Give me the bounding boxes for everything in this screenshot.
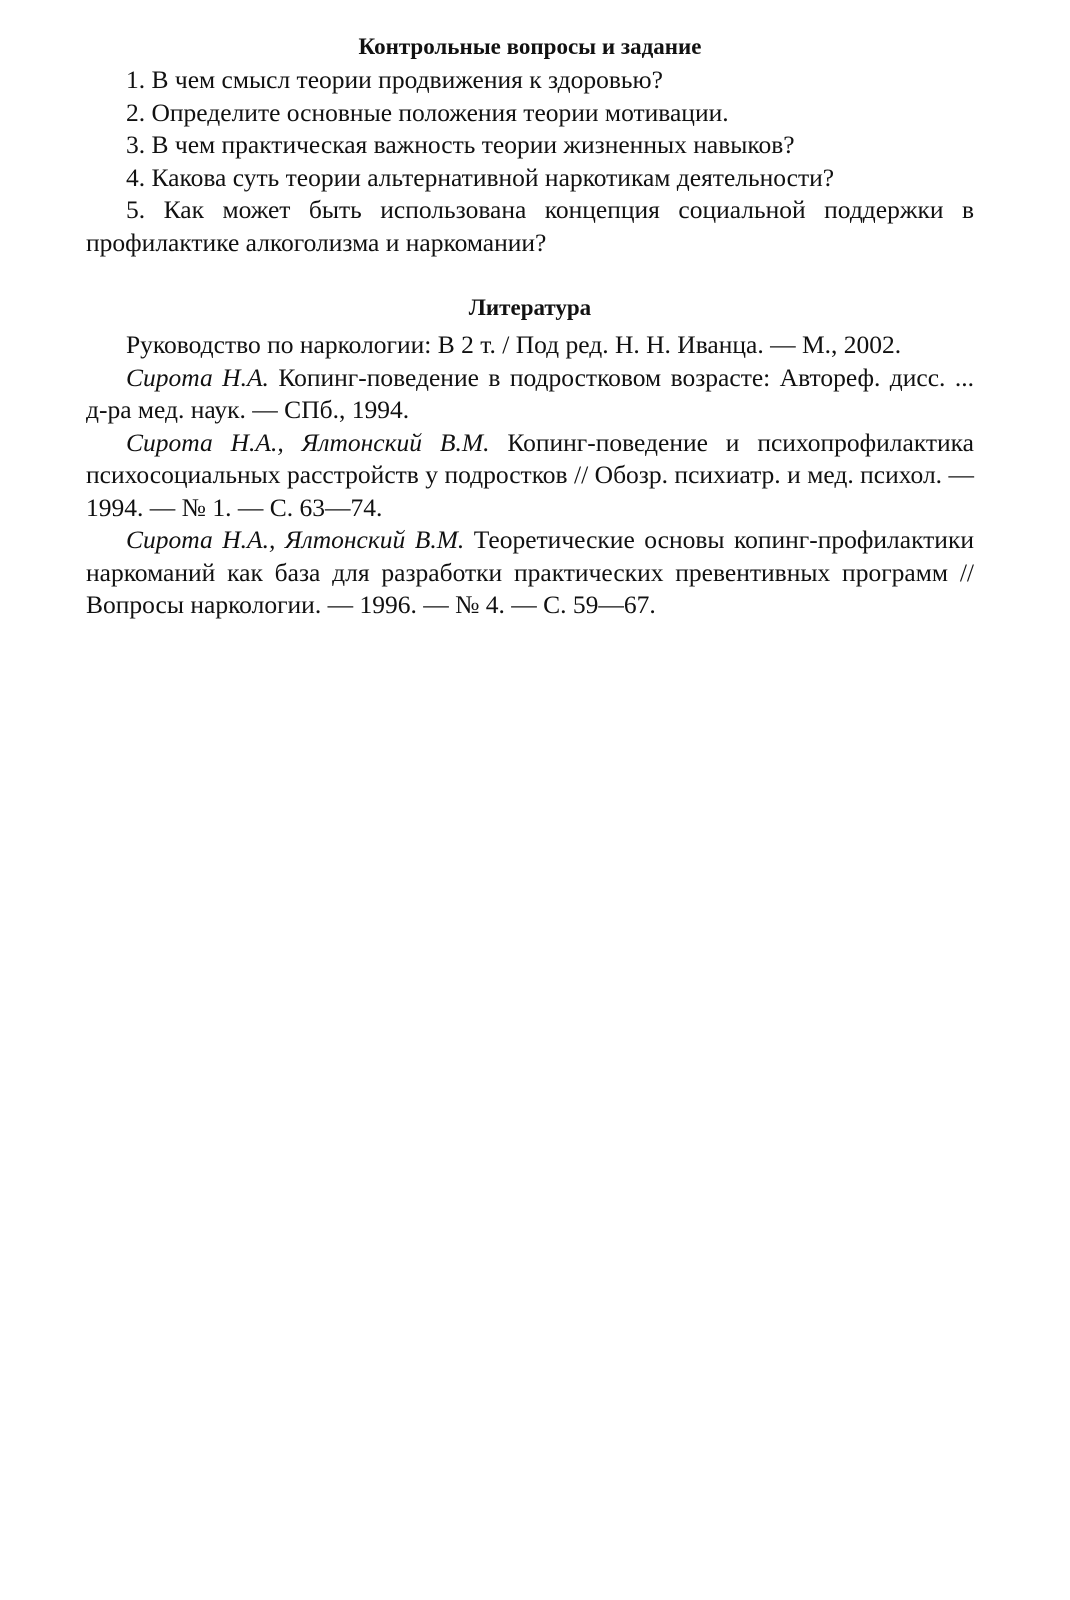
reference-text: Копинг-поведение в подростковом возрасте: Автореф. дисс. ... д-ра мед. наук. — СПб., 1994.: [86, 362, 974, 424]
question-item-3: 3. В чем практическая важность теории жизненных навыков?: [126, 130, 795, 159]
reference-text: Теоретические основы копинг-профилактики наркоманий как база для разработки практических превентивных программ // Вопросы наркологии. — 1996. — № 4. — С. 59—67.: [86, 525, 974, 619]
reference-authors: Сирота Н.А., Ялтонский В.М.: [126, 427, 490, 457]
reference-authors: Сирота Н.А., Ялтонский В.М.: [126, 525, 465, 554]
reference-authors: Сирота Н.А.: [126, 362, 269, 392]
questions-heading: Контрольные вопросы и задание: [358, 34, 702, 59]
reference-item-4: [86, 524, 974, 622]
question-item-1: 1. В чем смысл теории продвижения к здоровью?: [126, 65, 663, 94]
literature-list: [86, 329, 974, 622]
question-item-5: 5. Как может быть использована концепция социальной поддержки в профилактике алкоголизма и наркомании?: [86, 195, 974, 257]
question-item-2: 2. Определите основные положения теории мотивации.: [126, 97, 729, 127]
question-item-4: 4. Какова суть теории альтернативной наркотикам деятельности?: [126, 162, 835, 192]
reference-text: Копинг-поведение и психопрофилактика психосоциальных расстройств у подростков // Обозр. психиатр. и мед. психол. — 1994. — № 1. — С. 63—74.: [86, 427, 974, 522]
reference-item-3: [86, 427, 974, 525]
reference-text: Руководство по наркологии: В 2 т. / Под ред. Н. Н. Иванца. — М., 2002.: [126, 330, 902, 359]
document-page: [86, 32, 974, 622]
reference-item-2: [86, 362, 974, 427]
questions-list: [86, 64, 974, 259]
reference-item-1: [86, 329, 974, 362]
literature-heading: Литература: [468, 295, 592, 320]
